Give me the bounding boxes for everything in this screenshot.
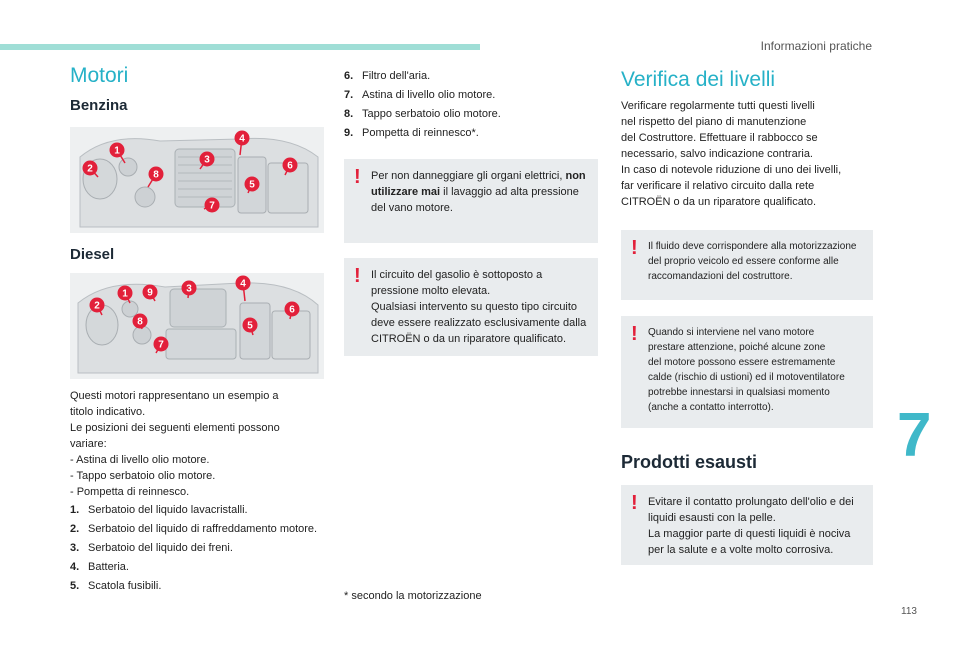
callout-label: 9 [147,287,153,299]
levels-intro [621,98,881,210]
item-number: 4. [70,561,80,573]
warning-line: pressione molto elevata. [371,285,491,297]
exclamation-icon: ! [354,265,361,287]
list-item [70,578,320,594]
warning-line: del proprio veicolo ed essere conforme alle [648,256,839,267]
warning-line: raccomandazioni del costruttore. [648,271,793,282]
exclamation-icon: ! [354,166,361,188]
item-text: Serbatoio del liquido di raffreddamento motore. [88,523,318,535]
warning-line: Quando si interviene nel vano motore [648,327,815,338]
item-text: Batteria. [88,561,129,573]
item-number: 3. [70,542,80,554]
callout-label: 8 [153,169,159,181]
callout-label: 7 [158,339,164,351]
callout-label: 4 [239,133,245,145]
intro-line: - Astina di livello olio motore. [70,454,210,466]
item-text: Scatola fusibili. [88,580,162,592]
intro-line: - Pompetta di reinnesco. [70,486,190,498]
warning-line: per la salute e a volte molto corrosiva. [648,544,834,556]
warning-line: potrebbe innestarsi in qualsiasi momento [648,387,830,398]
callout-label: 2 [87,163,93,175]
callout-label: 8 [137,316,143,328]
list-item [70,540,320,556]
warning-box-fluid [621,230,873,300]
warning-box-hot-engine [621,316,873,428]
intro-line: - Tappo serbatoio olio motore. [70,470,216,482]
warning-line: prestare attenzione, poiché alcune zone [648,342,826,353]
warning-text: Per non danneggiare gli organi elettrici, [371,170,563,182]
engines-intro [70,388,330,500]
page-title-levels: Verifica dei livelli [621,68,776,91]
item-text: Serbatoio del liquido dei freni. [88,542,233,554]
warning-line: deve essere realizzato esclusivamente dalla [371,317,587,329]
item-text: Tappo serbatoio olio motore. [362,108,501,120]
warning-line: La maggior parte di questi liquidi è nociva [648,528,851,540]
warning-line: CITROËN o da un riparatore qualificato. [371,333,567,345]
petrol-engine-diagram [70,127,324,233]
exclamation-icon: ! [631,492,638,514]
intro-line: Questi motori rappresentano un esempio a [70,390,279,402]
item-text: Pompetta di reinnesco*. [362,127,479,139]
item-number: 6. [344,70,354,82]
intro-line: variare: [70,438,107,450]
callout-label: 1 [122,288,128,300]
exclamation-icon: ! [631,323,638,345]
diesel-heading: Diesel [70,246,115,263]
callout-label: 3 [204,154,210,166]
component-list-1 [70,502,320,597]
list-item [344,68,594,84]
warning-line: Qualsiasi intervento su questo tipo circuito [371,301,578,313]
item-number: 1. [70,504,80,516]
warning-emphasis: non utilizzare mai [371,170,586,198]
callout-label: 6 [289,304,295,316]
item-text: Astina di livello olio motore. [362,89,496,101]
header-accent-bar [0,44,480,50]
warning-box-diesel [344,258,598,356]
intro-line: del Costruttore. Effettuare il rabbocco se [621,132,818,144]
intro-line: far verificare il relativo circuito dalla rete [621,180,815,192]
list-item [344,87,594,103]
page-number: 113 [901,606,917,617]
intro-line: In caso di notevole riduzione di uno dei livelli, [621,164,842,176]
footnote: * secondo la motorizzazione [344,590,482,602]
item-number: 5. [70,580,80,592]
warning-box-waste [621,485,873,565]
warning-line: Il fluido deve corrispondere alla motorizzazione [648,241,857,252]
warning-line: Il circuito del gasolio è sottoposto a [371,269,543,281]
warning-line: (anche a contatto interrotto). [648,402,774,413]
list-item [70,502,320,518]
intro-line: Verificare regolarmente tutti questi livelli [621,100,815,112]
component-list-2 [344,68,594,144]
list-item [344,125,594,141]
intro-line: CITROËN o da un riparatore qualificato. [621,196,817,208]
item-text: Filtro dell'aria. [362,70,431,82]
intro-line: titolo indicativo. [70,406,146,418]
exclamation-icon: ! [631,237,638,259]
section-header: Informazioni pratiche [760,39,872,53]
warning-line: liquidi esausti con la pelle. [648,512,776,524]
warning-line: del motore possono essere estremamente [648,357,836,368]
diesel-engine-svg [70,273,324,379]
list-item [344,106,594,122]
petrol-engine-svg [70,127,324,233]
page-title-engines: Motori [70,64,129,87]
diesel-engine-diagram [70,273,324,379]
callout-label: 3 [186,283,192,295]
waste-products-heading: Prodotti esausti [621,452,758,472]
item-number: 8. [344,108,354,120]
item-number: 9. [344,127,354,139]
callout-label: 7 [209,200,215,212]
intro-line: Le posizioni dei seguenti elementi possono [70,422,280,434]
item-text: Serbatoio del liquido lavacristalli. [88,504,248,516]
callout-label: 4 [240,278,246,290]
list-item [70,559,320,575]
petrol-heading: Benzina [70,97,128,114]
intro-line: nel rispetto del piano di manutenzione [621,116,807,128]
warning-line: Evitare il contatto prolungato dell'olio e dei [648,496,854,508]
callout-label: 5 [249,179,255,191]
warning-text: il lavaggio ad alta pressione del vano motore. [371,186,579,214]
chapter-number: 7 [897,401,932,470]
callout-label: 6 [287,160,293,172]
callout-label: 1 [114,145,120,157]
item-number: 7. [344,89,354,101]
callout-label: 5 [247,320,253,332]
warning-line: calde (rischio di ustioni) ed il motoventilatore [648,372,845,383]
item-number: 2. [70,523,80,535]
warning-box-electrical [344,159,598,243]
intro-line: necessario, salvo indicazione contraria. [621,148,813,160]
callout-label: 2 [94,300,100,312]
list-item [70,521,320,537]
